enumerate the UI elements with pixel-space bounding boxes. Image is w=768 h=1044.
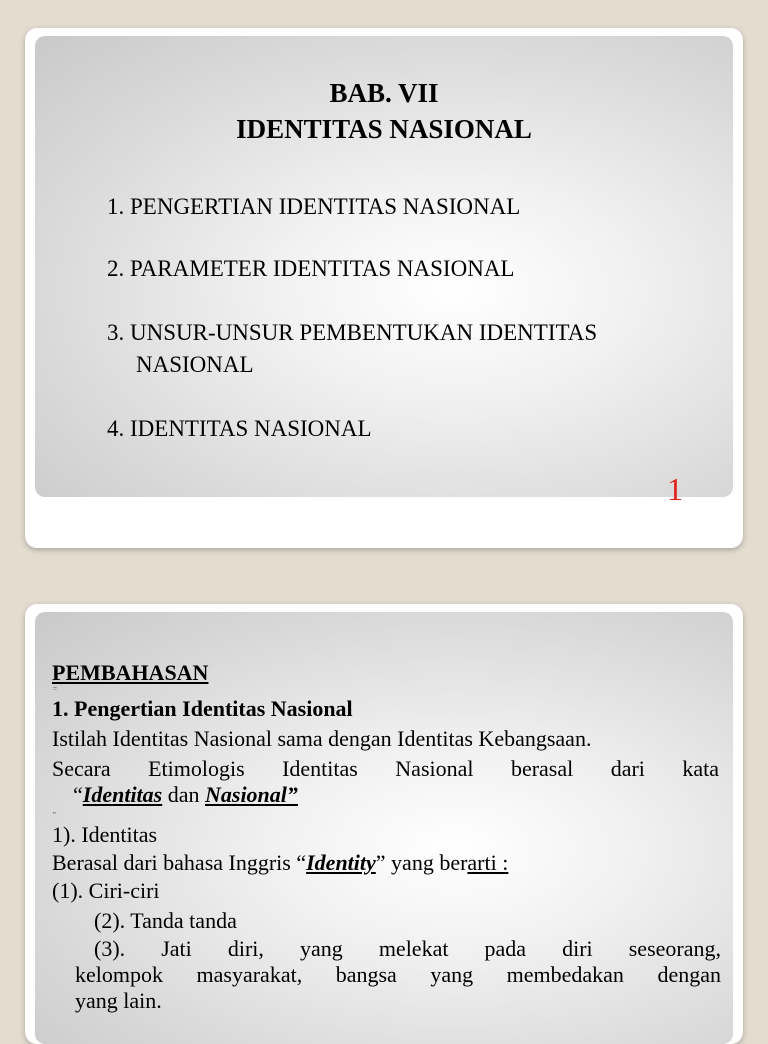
list-item-1: (1). Ciri-ciri — [52, 878, 160, 903]
line5-mid: ” yang ber — [375, 850, 468, 875]
page-number: 1 — [667, 471, 683, 507]
paragraph-line-1: Istilah Identitas Nasional sama dengan Identitas Kebangsaan. — [52, 726, 592, 751]
list-item-3-line-1: (3). Jati diri, yang melekat pada diri seseorang, — [94, 936, 721, 961]
open-quote: “ — [73, 782, 83, 807]
slide-2 — [25, 604, 743, 1044]
slide-1 — [25, 28, 743, 548]
term-nasional: Nasional” — [205, 782, 298, 807]
toc-item-1: 1. PENGERTIAN IDENTITAS NASIONAL — [107, 194, 521, 219]
toc-item-3-continuation: NASIONAL — [136, 352, 254, 377]
toc-item-2: 2. PARAMETER IDENTITAS NASIONAL — [107, 256, 515, 281]
list-item-3-line-3: yang lain. — [75, 988, 162, 1013]
connector-text: dan — [162, 782, 205, 807]
slide-title: BAB. VII — [329, 78, 439, 108]
slide-subtitle: IDENTITAS NASIONAL — [236, 114, 532, 144]
term-identity: Identity — [306, 850, 376, 875]
stray-mark-1: = — [53, 685, 57, 693]
identitas-label: 1). Identitas — [52, 822, 158, 847]
line5-tail: arti : — [467, 850, 509, 875]
paragraph-line-5 — [52, 850, 508, 876]
subsection-title: 1. Pengertian Identitas Nasional — [52, 696, 353, 721]
term-identitas: Identitas — [82, 782, 163, 807]
paragraph-line-3 — [73, 782, 298, 808]
list-item-2: (2). Tanda tanda — [94, 908, 237, 933]
stray-mark-2: " — [53, 811, 56, 819]
toc-item-3: 3. UNSUR-UNSUR PEMBENTUKAN IDENTITAS — [107, 320, 598, 345]
slide-1-content — [35, 36, 733, 497]
section-heading: PEMBAHASAN — [52, 660, 209, 685]
line5-prefix: Berasal dari bahasa Inggris “ — [52, 850, 307, 875]
slide-2-content — [35, 612, 733, 1044]
list-item-3-line-2: kelompok masyarakat, bangsa yang membedakan dengan — [75, 962, 721, 987]
toc-item-4: 4. IDENTITAS NASIONAL — [107, 416, 372, 441]
paragraph-line-2: Secara Etimologis Identitas Nasional berasal dari kata — [52, 756, 719, 781]
